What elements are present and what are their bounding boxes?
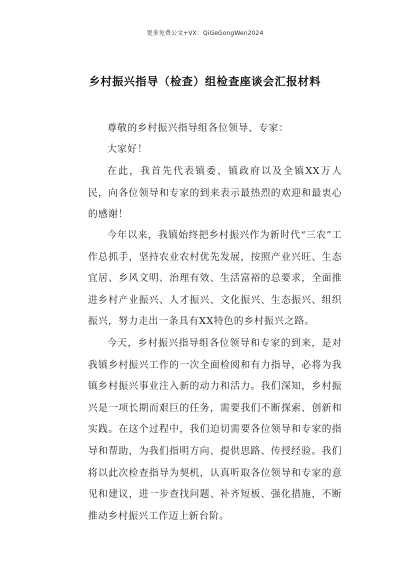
- greeting: [88, 139, 342, 161]
- paragraph-3: [88, 333, 342, 527]
- paragraph-text: 今天，乡村振兴指导组各位领导和专家的到来，是对我镇乡村振兴工作的一次全面检阅和有力指导，必将为我镇乡村振兴事业注入新的动力和活力。我们深知，乡村振兴是一项长期而艰巨的任务，需要我们不断探索、创新和实践。在这个过程中，我们迫切需要各位领导和专家的指导和帮助，为我们指明方向、提供思路、传授经验。我们将以此次检查指导为契机，认真听取各位领导和专家的意见和建议，进一步查找问题、补齐短板、强化措施，不断推动乡村振兴工作迈上新台阶。: [88, 338, 342, 522]
- greeting-text: 大家好！: [107, 144, 148, 155]
- salutation: [88, 118, 342, 140]
- document-title: 乡村振兴指导（检查）组检查座谈会汇报材料: [89, 75, 321, 88]
- paragraph-2: [88, 225, 342, 333]
- paragraph-1: [88, 161, 342, 226]
- paragraph-text: 今年以来，我镇始终把乡村振兴作为新时代“三农”工作总抓手，坚持农业农村优先发展，按照产业兴旺、生态宜居、乡风文明、治理有效、生活富裕的总要求，全面推进乡村产业振兴、人才振兴、文化振兴、生态振兴、组织振兴，努力走出一条具有XX特色的乡村振兴之路。: [88, 230, 342, 328]
- salutation-text: 尊敬的乡村振兴指导组各位领导、专家：: [107, 123, 289, 134]
- paragraph-text: 在此，我首先代表镇委、镇政府以及全镇XX万人民，向各位领导和专家的到来表示最热烈的欢迎和最衷心的感谢！: [88, 166, 342, 221]
- page-header: 更多免费公文+VX：QiGeGongWen2024: [146, 30, 264, 37]
